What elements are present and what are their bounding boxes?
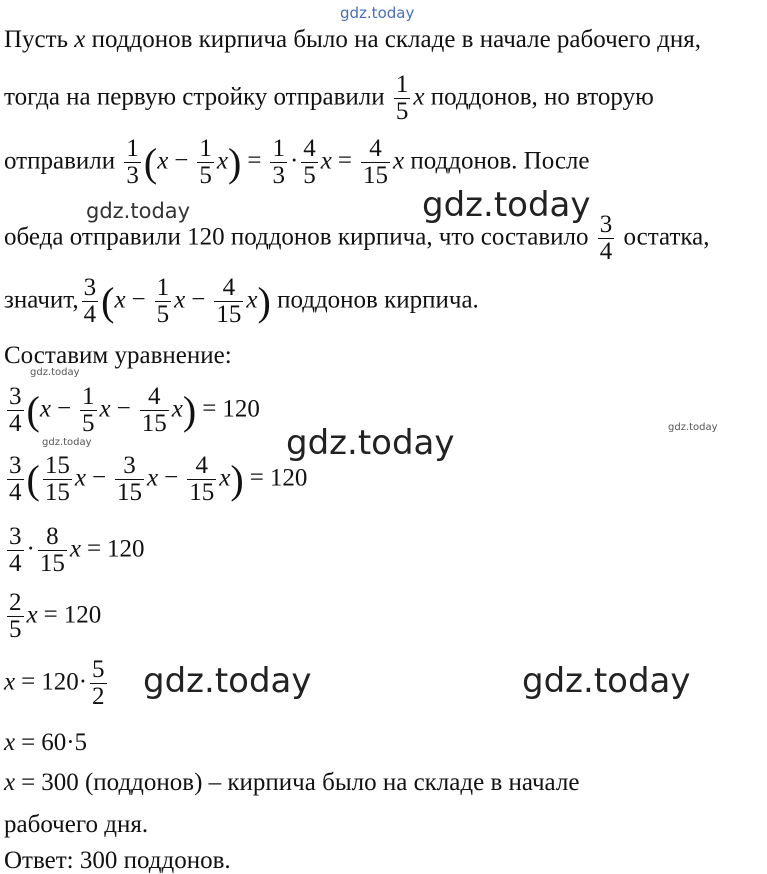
op: =	[86, 535, 102, 563]
den: 15	[363, 162, 388, 190]
den: 4	[9, 479, 22, 507]
fraction	[301, 136, 318, 190]
number: 60	[41, 729, 67, 756]
op: −	[91, 464, 107, 492]
var-x: x	[114, 286, 126, 314]
num: 3	[9, 523, 22, 550]
fraction	[197, 136, 214, 190]
op: −	[56, 395, 72, 423]
watermark: gdz.today	[286, 423, 455, 463]
number: 120	[107, 535, 145, 563]
den: 5	[9, 616, 22, 644]
text: Пусть	[4, 26, 68, 53]
var-x: x	[157, 147, 169, 175]
fraction	[214, 275, 243, 329]
text: отправили	[4, 147, 116, 175]
paren: )	[228, 139, 242, 185]
line-6	[4, 343, 232, 368]
watermark: gdz.today	[86, 199, 191, 223]
fraction	[7, 384, 24, 438]
var-x: x	[413, 83, 425, 111]
num: 1	[156, 274, 170, 301]
op: −	[191, 286, 206, 314]
var-x: x	[74, 26, 86, 53]
fraction	[394, 72, 411, 126]
text: поддонов кирпича.	[277, 286, 479, 314]
text: Составим уравнение:	[4, 342, 232, 369]
num: 3	[83, 274, 97, 301]
equation-3	[4, 524, 145, 578]
watermark: gdz.today	[143, 661, 312, 701]
line-5	[4, 275, 479, 329]
op: ·	[289, 147, 299, 175]
fraction	[155, 275, 172, 329]
op: =	[247, 147, 262, 175]
fraction	[43, 453, 72, 507]
text: тогда на первую стройку отправили	[4, 83, 385, 111]
fraction	[80, 384, 97, 438]
op: =	[21, 729, 36, 756]
op: =	[337, 147, 352, 175]
num: 5	[92, 656, 105, 683]
op: ·	[78, 668, 88, 696]
text: (поддонов) – кирпича было на складе в начале	[84, 769, 580, 796]
var-x: x	[26, 601, 38, 629]
line-12	[4, 770, 579, 795]
fraction	[140, 384, 169, 438]
text: поддонов. После	[410, 147, 590, 175]
var-x: x	[99, 395, 111, 423]
text: рабочего дня.	[4, 811, 149, 838]
paren: (	[143, 139, 158, 185]
equation-6	[4, 730, 87, 755]
line-13	[4, 812, 148, 837]
var-x: x	[393, 147, 405, 175]
var-x: x	[4, 769, 16, 796]
number: 300	[41, 769, 79, 796]
num: 1	[82, 383, 95, 410]
num: 4	[140, 384, 169, 411]
number: 120	[63, 601, 102, 629]
paren: (	[26, 456, 40, 502]
op: ·	[66, 729, 75, 756]
den: 2	[92, 683, 105, 711]
op: −	[131, 286, 146, 314]
var-x: x	[74, 464, 86, 492]
equation-4	[4, 590, 101, 644]
den: 15	[117, 479, 143, 507]
den: 5	[199, 162, 212, 190]
num: 4	[214, 275, 243, 302]
num: 3	[599, 211, 613, 238]
number: 120	[222, 395, 260, 423]
den: 4	[9, 550, 22, 578]
var-x: x	[4, 668, 16, 696]
fraction	[38, 524, 67, 578]
fraction	[187, 453, 216, 507]
den: 15	[141, 410, 167, 438]
num: 3	[9, 452, 22, 479]
var-x: x	[174, 286, 186, 314]
num: 15	[44, 452, 70, 479]
num: 4	[187, 453, 216, 480]
watermark: gdz.today	[340, 4, 415, 22]
line-1	[4, 27, 701, 52]
text: Ответ: 300 поддонов.	[4, 847, 231, 874]
num: 2	[9, 589, 22, 616]
number: 5	[74, 729, 88, 756]
text: обеда отправили 120 поддонов кирпича, что составило	[4, 223, 589, 251]
op: −	[174, 147, 189, 175]
den: 5	[303, 162, 316, 190]
paren: (	[26, 387, 40, 433]
den: 4	[9, 410, 22, 438]
fraction	[270, 136, 287, 190]
op: −	[116, 395, 131, 423]
num: 1	[272, 135, 285, 162]
text: значит,	[4, 286, 79, 314]
fraction	[598, 212, 615, 266]
paren: )	[230, 456, 244, 502]
den: 15	[39, 550, 65, 578]
den: 15	[189, 479, 215, 507]
answer-line	[4, 848, 231, 873]
watermark: gdz.today	[422, 185, 591, 225]
num: 1	[199, 135, 212, 162]
fraction	[7, 453, 24, 507]
equation-5	[4, 657, 110, 711]
fraction	[361, 136, 390, 190]
num: 8	[38, 524, 67, 551]
fraction	[7, 524, 24, 578]
paren: (	[101, 278, 115, 324]
line-2	[4, 72, 654, 126]
var-x: x	[4, 729, 16, 756]
den: 15	[216, 301, 242, 329]
paren: )	[257, 278, 271, 324]
var-x: x	[147, 464, 159, 492]
line-3	[4, 136, 590, 190]
text: поддонов, но вторую	[430, 83, 654, 111]
num: 1	[395, 71, 409, 98]
fraction	[115, 453, 144, 507]
num: 4	[361, 136, 390, 163]
num: 3	[9, 383, 22, 410]
op: =	[202, 395, 217, 423]
den: 5	[395, 98, 409, 126]
watermark: gdz.today	[30, 367, 80, 378]
op: =	[21, 668, 36, 696]
num: 3	[115, 453, 144, 480]
den: 3	[126, 162, 139, 190]
den: 4	[83, 301, 97, 329]
watermark: gdz.today	[668, 422, 718, 433]
paren: )	[182, 387, 197, 433]
op: ·	[26, 535, 35, 563]
op: =	[249, 464, 264, 492]
var-x: x	[320, 147, 332, 175]
fraction	[124, 136, 141, 190]
op: −	[164, 464, 179, 492]
var-x: x	[39, 395, 51, 423]
op: =	[43, 601, 58, 629]
equation-2	[4, 453, 307, 507]
den: 3	[272, 162, 285, 190]
den: 15	[44, 479, 70, 507]
var-x: x	[171, 395, 183, 423]
den: 5	[82, 410, 95, 438]
text: остатка,	[623, 223, 710, 251]
num: 4	[303, 135, 316, 162]
var-x: x	[219, 464, 231, 492]
op: =	[21, 769, 36, 796]
watermark: gdz.today	[522, 661, 691, 701]
var-x: x	[246, 286, 258, 314]
den: 4	[599, 238, 613, 266]
var-x: x	[69, 535, 81, 563]
den: 5	[156, 301, 170, 329]
equation-1	[4, 384, 260, 438]
number: 120	[41, 668, 79, 696]
num: 1	[126, 135, 139, 162]
fraction	[82, 275, 99, 329]
var-x: x	[216, 147, 229, 175]
text: поддонов кирпича было на складе в начале рабочего дня,	[91, 26, 701, 53]
number: 120	[269, 464, 308, 492]
fraction	[7, 590, 24, 644]
fraction	[90, 657, 107, 711]
watermark: gdz.today	[42, 437, 92, 448]
